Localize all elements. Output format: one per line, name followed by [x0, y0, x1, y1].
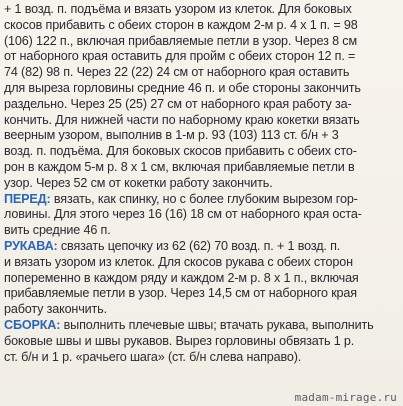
text-line: прибавляемые петли в узор. Через 14,5 см от наборного края — [4, 286, 357, 301]
text-line: ст. б/н и 1 р. «рачьего шага» (ст. б/н слева направо). — [4, 349, 302, 364]
assembly-text: выполнить плечевые швы; втачать рукава, выполнить — [60, 317, 374, 332]
text-line: 74 (82) 98 п. Через 22 (22) 24 см от наборного края оставить — [4, 65, 350, 80]
watermark: madam-mirage.ru — [294, 391, 397, 404]
text-line: работу закончить. — [4, 302, 107, 317]
assembly-heading: СБОРКА: — [4, 317, 61, 332]
text-line: попеременно в каждом ряду и каждом 2-м р. 8 х 1 п., включая — [4, 270, 359, 285]
text-line: для выреза горловины средние 46 п. и обе стороны закончить — [4, 80, 361, 95]
text-line: веерным узором, выполнив в 1-м р. 93 (103) 113 ст. б/н + 3 — [4, 128, 339, 143]
text-line: боковые швы и швы рукавов. Вырез горловины обвязать 1 р. — [4, 333, 355, 348]
text-line: (106) 122 п., включая прибавляемые петли в узор. Через 8 см — [4, 33, 357, 48]
text-line: раздельно. Через 25 (25) 27 см от наборного края работу за- — [4, 96, 352, 111]
sleeves-section-first-line — [4, 239, 399, 255]
front-heading: ПЕРЕД: — [4, 191, 51, 206]
text-line: + 1 возд. п. подъёма и вязать узором из клеток. Для боковых — [4, 2, 352, 16]
front-text: вязать, как спинку, но с более глубоким вырезом гор- — [50, 191, 358, 206]
text-line: скосов прибавить с обеих сторон в каждом 2-м р. 4 х 1 п. = 98 — [4, 17, 358, 32]
text-line: возд. п. подъёма. Для боковых скосов прибавить с обеих сто- — [4, 144, 357, 159]
text-line: ловины. Для этого через 16 (16) 18 см от наборного края оста- — [4, 207, 362, 222]
text-line: и вязать узором из клеток. Для скосов рукава с обеих сторон — [4, 254, 353, 269]
front-section-first-line — [4, 192, 399, 208]
text-line: узор. Через 52 см от кокетки работу закончить. — [4, 175, 273, 190]
assembly-section-first-line — [4, 318, 399, 334]
text-line: вить средние 46 п. — [4, 223, 111, 238]
text-line: кончить. Для нижней части по наборному краю кокетки вязать — [4, 112, 360, 127]
text-line: от наборного края оставить для пройм с обеих сторон 12 п. = — [4, 49, 356, 64]
text-line: рон в каждом 5-м р. 8 х 1 см, включая прибавляемые петли в — [4, 159, 355, 174]
sleeves-text: связать цепочку из 62 (62) 70 возд. п. + 1 возд. п. — [57, 238, 341, 253]
sleeves-heading: РУКАВА: — [4, 238, 58, 253]
